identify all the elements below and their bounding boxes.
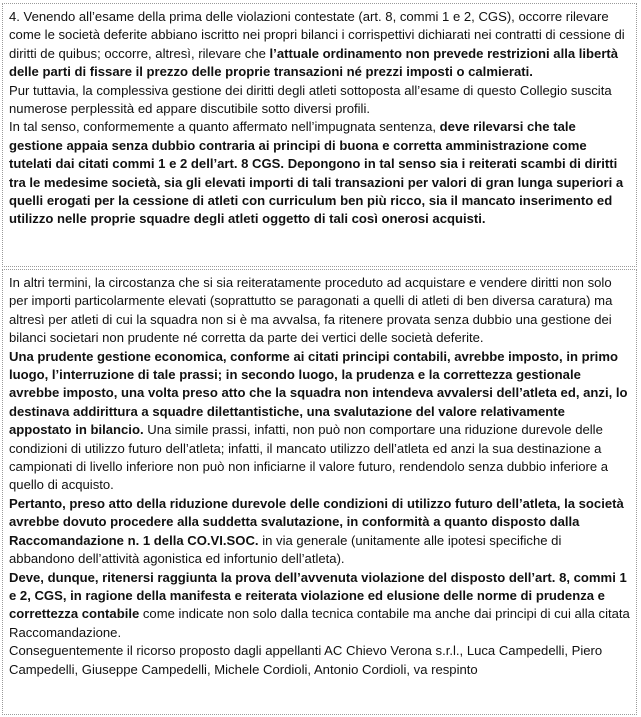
bold-text-run: Deve, dunque, ritenersi raggiunta la prova dell’avvenuta violazione del disposto dell’art. 8, commi 1 e 2, CGS, in ragione della manifesta e reiterata violazione ed elusione delle norme di prudenza e correttezza contabile xyxy=(9,569,627,622)
paragraph xyxy=(9,118,630,228)
text-run: Una simile prassi, infatti, non può non comportare una riduzione durevole delle condizioni di utilizzo futuro dell’atleta; infatti, il mancato utilizzo dell’atleta ed anzi la sua destinazione a campionati di livello inferiore non può non inficiarne il valore futuro, rendendolo senza dubbio inferiore a quello di acquisto. xyxy=(9,422,609,493)
paragraph xyxy=(9,348,630,495)
text-block-lower xyxy=(2,269,637,715)
text-run: In tal senso, conformemente a quanto affermato nell’impugnata sentenza, xyxy=(9,119,440,135)
paragraph xyxy=(9,82,630,119)
paragraph xyxy=(9,274,630,348)
text-run: Pur tuttavia, la complessiva gestione dei diritti degli atleti sottoposta all’esame di questo Collegio suscita numerose perplessità ed appare discutibile sotto diversi profili. xyxy=(9,82,612,117)
paragraph xyxy=(9,569,630,643)
bold-text-run: l’attuale ordinamento non prevede restrizioni alla libertà delle parti di fissare il prezzo delle proprie transazioni né prezzi imposti o calmierati. xyxy=(9,45,619,80)
text-block-upper xyxy=(2,3,637,267)
bold-text-run: Pertanto, preso atto della riduzione durevole delle condizioni di utilizzo futuro dell’atleta, la società avrebbe dovuto procedere alla suddetta svalutazione, in conformità a quanto disposto dalla Raccomandazione n. 1 della CO.VI.SOC. xyxy=(9,495,624,548)
text-run: 4. Venendo all’esame della prima delle violazioni contestate (art. 8, commi 1 e 2, CGS), occorre rilevare come le società deferite abbiano iscritto nei propri bilanci i corrispettivi dichiarati nei contratti di cessione di diritti de quibus; occorre, altresì, rilevare che xyxy=(9,9,625,61)
paragraph xyxy=(9,8,630,82)
paragraph xyxy=(9,495,630,569)
text-run: Conseguentemente il ricorso proposto dagli appellanti AC Chievo Verona s.r.l., Luca Campedelli, Piero Campedelli, Giuseppe Campedelli, Michele Cordioli, Antonio Cordioli, va respinto xyxy=(9,643,603,677)
paragraph xyxy=(9,642,630,679)
text-run: In altri termini, la circostanza che si sia reiteratamente proceduto ad acquistare e vendere diritti non solo per importi particolarmente elevati (soprattutto se paragonati a quelli di atleti di ben diversa caratura) ma altresì per atleti di cui la squadra non si è ma avvalsa, fa ritenere provata senza dubbio una gestione dei bilanci societari non prudente né corretta da parte dei vertici delle società deferite. xyxy=(9,275,613,346)
bold-text-run: Una prudente gestione economica, conforme ai citati principi contabili, avrebbe imposto, in primo luogo, l’interruzione di tale prassi; in secondo luogo, la prudenza e la correttezza gestionale avrebbe imposto, una volta preso atto che la squadra non intendeva avvalersi dell’atleta ed, anzi, lo destinava addirittura a squadre dilettantistiche, una svalutazione del valore relativamente appostato in bilancio. xyxy=(9,348,628,438)
text-run: in via generale (unitamente alle ipotesi specifiche di abbandono dell’attività agonistica ed infortunio dell’atleta). xyxy=(9,532,562,567)
text-run: come indicate non solo dalla tecnica contabile ma anche dai principi di cui alla citata Raccomandazione. xyxy=(9,606,630,640)
bold-text-run: deve rilevarsi che tale gestione appaia senza dubbio contraria ai principi di buona e corretta amministrazione come tutelati dai citati commi 1 e 2 dell’art. 8 CGS. Depongono in tal senso sia i reiterati scambi di diritti tra le medesime società, sia gli elevati importi di tali transazioni per valori di gran lunga superiori a quelli erogati per la cessione di atleti con curriculum ben più ricco, sia il mancato inserimento ed utilizzo nelle proprie squadre degli atleti oggetto di tali così onerosi acquisti. xyxy=(9,119,624,227)
